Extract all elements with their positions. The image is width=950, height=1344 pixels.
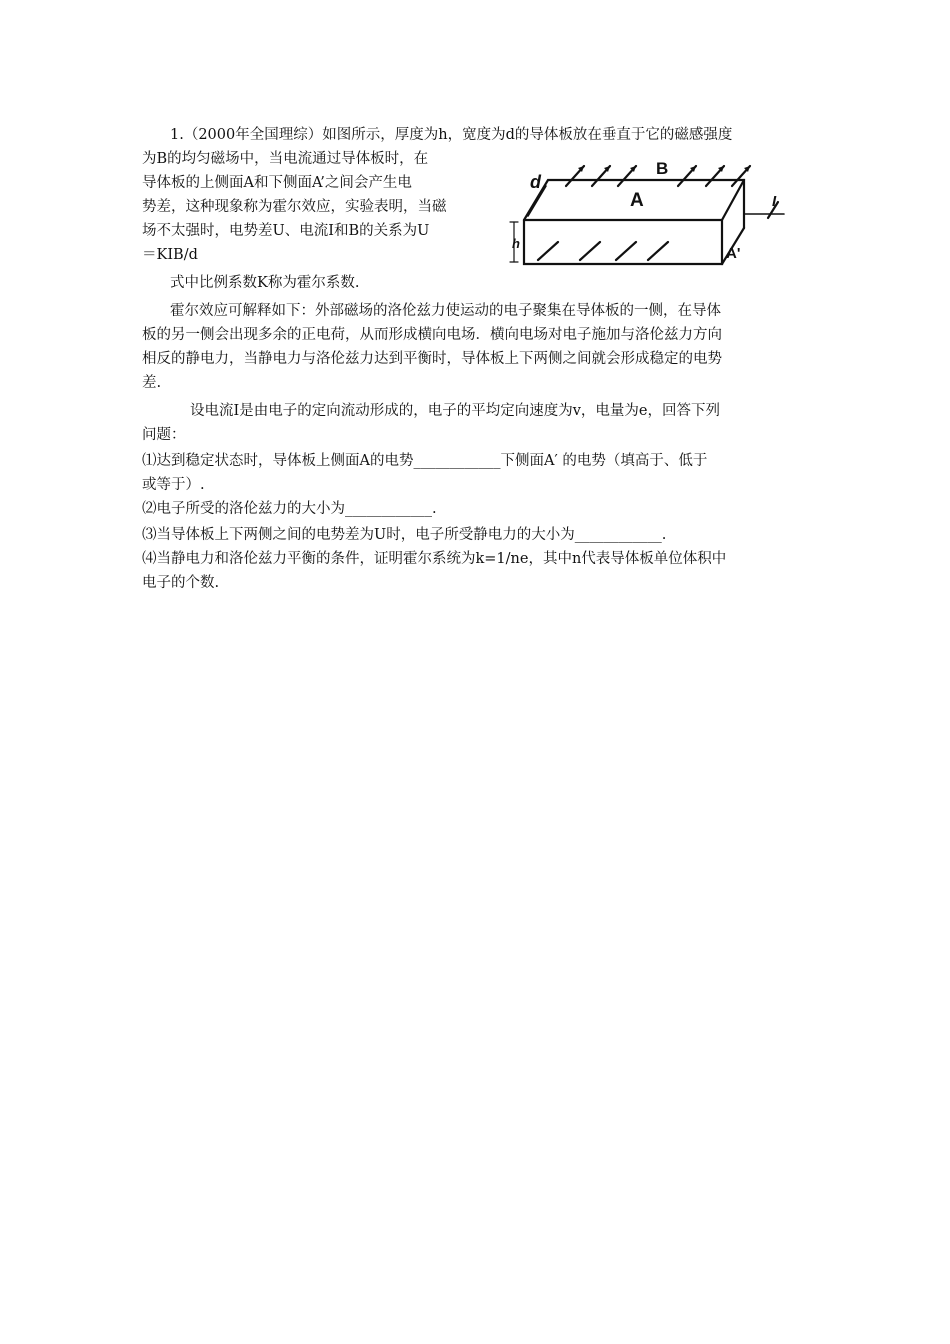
text-line: 相反的静电力，当静电力与洛伦兹力达到平衡时，导体板上下两侧之间就会形成稳定的电势 <box>142 351 722 367</box>
text-line: 场不太强时，电势差U、电流I和B的关系为U <box>142 223 430 239</box>
text-line: 板的另一侧会出现多余的正电荷，从而形成横向电场．横向电场对电子施加与洛伦兹力方向 <box>142 327 722 343</box>
text-line: 设电流I是由电子的定向流动形成的，电子的平均定向速度为v，电量为e，回答下列 <box>190 403 720 419</box>
label-i: I <box>772 193 777 210</box>
text-line: 1.（2000年全国理综）如图所示，厚度为h，宽度为d的导体板放在垂直于它的磁感强度 <box>170 127 733 143</box>
question-3: ⑶当导体板上下两侧之间的电势差为U时，电子所受静电力的大小为____________. <box>142 527 667 543</box>
label-b: B <box>656 159 669 178</box>
question-1: ⑴达到稳定状态时，导体板上侧面A的电势____________下侧面A′ 的电势（填高于、低于 <box>142 453 708 469</box>
text-line: 差. <box>142 375 162 391</box>
label-d: d <box>530 172 541 192</box>
text-line: 势差，这种现象称为霍尔效应，实验表明，当磁 <box>142 199 447 215</box>
hall-effect-diagram <box>508 156 804 276</box>
text-line: 问题： <box>142 427 186 443</box>
text-line: 为B的均匀磁场中，当电流通过导体板时，在 <box>142 151 429 167</box>
text-line: 霍尔效应可解释如下：外部磁场的洛伦兹力使运动的电子聚集在导体板的一侧，在导体 <box>170 303 721 319</box>
question-4-cont: 电子的个数. <box>142 575 220 591</box>
text-line: ＝KIB/d <box>142 247 198 263</box>
label-a-prime: A' <box>726 245 741 262</box>
question-2: ⑵电子所受的洛伦兹力的大小为____________. <box>142 501 437 517</box>
text-line: 式中比例系数K称为霍尔系数. <box>170 275 360 291</box>
question-1-cont: 或等于）. <box>142 477 205 493</box>
label-h: h <box>512 236 520 251</box>
question-4: ⑷当静电力和洛伦兹力平衡的条件，证明霍尔系统为k=1/ne，其中n代表导体板单位体积中 <box>142 551 727 567</box>
text-line: 导体板的上侧面A和下侧面A’之间会产生电 <box>142 175 412 191</box>
label-a: A <box>630 190 644 211</box>
